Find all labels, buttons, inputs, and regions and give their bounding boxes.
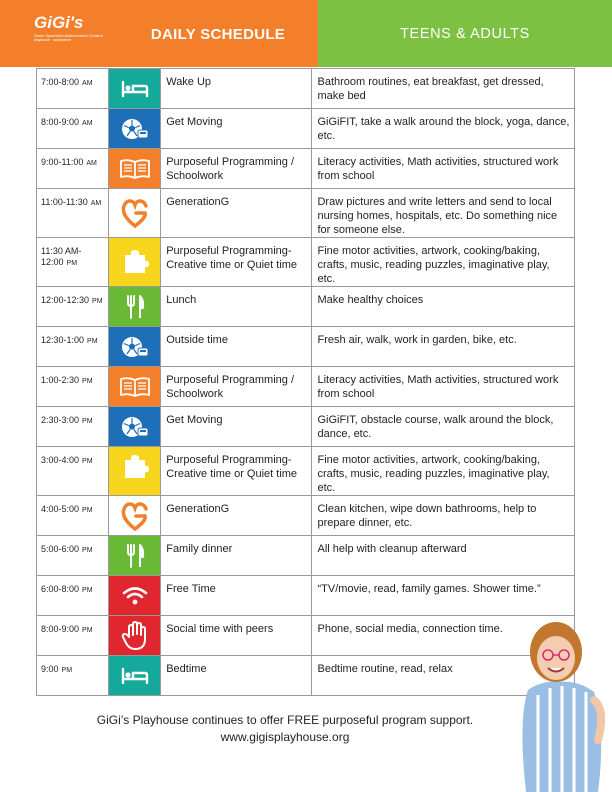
schedule-row: [37, 656, 575, 696]
activity-name: Social time with peers: [166, 623, 274, 635]
icon-cell: [109, 536, 161, 576]
footer: [0, 712, 570, 746]
activity-name: Purposeful Programming / Schoolwork: [166, 156, 294, 182]
logo-tagline-2: playhouse · acceptance: [34, 38, 71, 42]
time-range: [37, 69, 108, 89]
description-cell: [312, 69, 575, 109]
activity-description: Bedtime routine, read, relax: [317, 663, 453, 675]
icon-cell: [109, 327, 161, 367]
description-cell: [312, 327, 575, 367]
time-cell: [37, 189, 109, 238]
activity-description: Bathroom routines, eat breakfast, get dressed, make bed: [317, 76, 544, 102]
activity-name: Bedtime: [166, 663, 207, 675]
time-value: 12:00-12:30: [41, 295, 90, 305]
header: [0, 0, 612, 67]
soccer-ball-icon: [109, 327, 160, 366]
time-value: 9:00: [41, 664, 59, 674]
am-pm-label: PM: [82, 418, 93, 425]
activity-name: Outside time: [166, 334, 228, 346]
activity-cell: [161, 189, 312, 238]
time-range: [37, 536, 108, 556]
time-range: [37, 576, 108, 596]
icon-cell: [109, 616, 161, 656]
activity-name: Free Time: [166, 583, 216, 595]
logo-tagline: Down Syndrome Achievement Centers: [34, 33, 103, 38]
time-value: 8:00-9:00: [41, 624, 80, 634]
schedule-table: [36, 68, 575, 696]
time-cell: [37, 238, 109, 287]
activity-cell: [161, 447, 312, 496]
time-range: [37, 656, 108, 676]
puzzle-piece-icon: [109, 238, 160, 285]
fork-knife-icon: [109, 536, 160, 575]
activity-name: Get Moving: [166, 414, 223, 426]
activity-cell: [161, 69, 312, 109]
activity-description: Fine motor activities, artwork, cooking/baking, crafts, music, reading puzzles, imaginative play, etc.: [317, 454, 550, 494]
puzzle-piece-icon: [109, 447, 160, 486]
am-pm-label: PM: [87, 338, 98, 345]
activity-cell: [161, 536, 312, 576]
time-value: 11:00-11:30: [41, 197, 88, 207]
time-value: 4:00-5:00: [41, 504, 80, 514]
schedule-row: [37, 447, 575, 496]
time-cell: [37, 447, 109, 496]
schedule-body: [37, 69, 575, 696]
activity-cell: [161, 327, 312, 367]
am-pm-label: PM: [92, 298, 103, 305]
time-value: 7:00-8:00: [41, 77, 80, 87]
icon-cell: [109, 109, 161, 149]
fork-knife-icon: [109, 287, 160, 326]
am-pm-label: PM: [82, 627, 93, 634]
description-cell: [312, 287, 575, 327]
schedule-row: [37, 616, 575, 656]
time-cell: [37, 407, 109, 447]
schedule-row: [37, 149, 575, 189]
activity-name: Family dinner: [166, 543, 233, 555]
time-range: [37, 238, 108, 269]
time-cell: [37, 109, 109, 149]
activity-description: Clean kitchen, wipe down bathrooms, help to prepare dinner, etc.: [317, 503, 537, 529]
activity-description: Literacy activities, Math activities, structured work from school: [317, 156, 559, 182]
activity-cell: [161, 287, 312, 327]
bed-icon: [109, 656, 160, 695]
icon-cell: [109, 576, 161, 616]
icon-cell: [109, 189, 161, 238]
description-cell: [312, 447, 575, 496]
activity-name: Purposeful Programming-Creative time or Quiet time: [166, 245, 298, 271]
description-cell: [312, 238, 575, 287]
description-cell: [312, 407, 575, 447]
schedule-row: [37, 189, 575, 238]
time-range: [37, 496, 108, 516]
am-pm-label: AM: [82, 80, 93, 87]
wifi-icon: [109, 576, 160, 615]
am-pm-label: PM: [82, 507, 93, 514]
open-book-icon: [109, 149, 160, 188]
schedule-row: [37, 367, 575, 407]
time-value: 12:30-1:00: [41, 335, 85, 345]
activity-cell: [161, 109, 312, 149]
activity-description: Phone, social media, connection time.: [317, 623, 503, 635]
activity-description: Draw pictures and write letters and send to local nursing homes, hospitals, etc. Do something nice for someone else.: [317, 196, 558, 236]
icon-cell: [109, 447, 161, 496]
time-value: 1:00-2:30: [41, 375, 80, 385]
description-cell: [312, 109, 575, 149]
am-pm-label: PM: [82, 378, 93, 385]
time-range: [37, 447, 108, 467]
am-pm-label: AM: [82, 120, 93, 127]
description-cell: [312, 536, 575, 576]
time-cell: [37, 536, 109, 576]
activity-description: Fresh air, walk, work in garden, bike, etc.: [317, 334, 517, 346]
open-book-icon: [109, 367, 160, 406]
generation-g-heart-icon: [109, 189, 160, 236]
soccer-ball-icon: [109, 109, 160, 148]
time-cell: [37, 576, 109, 616]
time-value: 2:30-3:00: [41, 415, 80, 425]
time-value: 9:00-11:00: [41, 157, 84, 167]
icon-cell: [109, 287, 161, 327]
girl-photo: [498, 600, 612, 792]
time-value: 8:00-9:00: [41, 117, 80, 127]
activity-name: Purposeful Programming-Creative time or Quiet time: [166, 454, 298, 480]
bed-icon: [109, 69, 160, 108]
time-cell: [37, 327, 109, 367]
gigis-logo: [34, 14, 116, 62]
am-pm-label: PM: [82, 458, 93, 465]
time-range: [37, 149, 108, 169]
time-cell: [37, 367, 109, 407]
description-cell: [312, 367, 575, 407]
schedule-row: [37, 109, 575, 149]
header-orange-panel: [0, 0, 318, 67]
logo-wordmark: GiGi's: [34, 13, 84, 32]
time-value: 5:00-6:00: [41, 544, 80, 554]
activity-name: Lunch: [166, 294, 197, 306]
schedule-row: [37, 238, 575, 287]
activity-description: Fine motor activities, artwork, cooking/baking, crafts, music, reading puzzles, imaginative play, etc.: [317, 245, 550, 285]
activity-name: GenerationG: [166, 503, 230, 515]
activity-description: Make healthy choices: [317, 294, 424, 306]
activity-cell: [161, 616, 312, 656]
time-value: 3:00-4:00: [41, 455, 80, 465]
time-range: [37, 407, 108, 427]
time-value: 11:30 AM-12:00: [41, 246, 82, 267]
activity-description: Literacy activities, Math activities, structured work from school: [317, 374, 559, 400]
activity-description: GiGiFIT, obstacle course, walk around the block, dance, etc.: [317, 414, 554, 440]
icon-cell: [109, 407, 161, 447]
time-range: [37, 287, 108, 307]
audience-label: TEENS & ADULTS: [400, 26, 530, 42]
schedule-row: [37, 407, 575, 447]
description-cell: [312, 149, 575, 189]
am-pm-label: PM: [61, 667, 73, 674]
activity-cell: [161, 496, 312, 536]
description-cell: [312, 189, 575, 238]
activity-name: GenerationG: [166, 196, 230, 208]
activity-description: GiGiFIT, take a walk around the block, yoga, dance, etc.: [317, 116, 570, 142]
activity-name: Wake Up: [166, 76, 212, 88]
schedule-row: [37, 576, 575, 616]
time-cell: [37, 149, 109, 189]
time-value: 6:00-8:00: [41, 584, 80, 594]
icon-cell: [109, 367, 161, 407]
schedule-row: [37, 496, 575, 536]
waving-hand-icon: [109, 616, 160, 655]
schedule-row: [37, 327, 575, 367]
footer-message: GiGi’s Playhouse continues to offer FREE purposeful program support.: [96, 713, 474, 727]
activity-cell: [161, 149, 312, 189]
icon-cell: [109, 149, 161, 189]
page-title: DAILY SCHEDULE: [150, 26, 286, 43]
activity-cell: [161, 238, 312, 287]
time-range: [37, 367, 108, 387]
time-cell: [37, 496, 109, 536]
activity-name: Get Moving: [166, 116, 223, 128]
time-cell: [37, 69, 109, 109]
time-cell: [37, 656, 109, 696]
time-cell: [37, 616, 109, 656]
icon-cell: [109, 496, 161, 536]
schedule-row: [37, 536, 575, 576]
am-pm-label: PM: [82, 587, 93, 594]
am-pm-label: AM: [90, 200, 102, 207]
icon-cell: [109, 69, 161, 109]
generation-g-heart-icon: [109, 496, 160, 535]
schedule-row: [37, 287, 575, 327]
icon-cell: [109, 238, 161, 287]
activity-cell: [161, 407, 312, 447]
time-range: [37, 109, 108, 129]
icon-cell: [109, 656, 161, 696]
schedule-row: [37, 69, 575, 109]
activity-cell: [161, 656, 312, 696]
soccer-ball-icon: [109, 407, 160, 446]
time-range: [37, 327, 108, 347]
activity-name: Purposeful Programming / Schoolwork: [166, 374, 294, 400]
activity-description: All help with cleanup afterward: [317, 543, 467, 555]
am-pm-label: AM: [86, 160, 97, 167]
activity-cell: [161, 576, 312, 616]
description-cell: [312, 496, 575, 536]
time-range: [37, 189, 108, 209]
am-pm-label: PM: [82, 547, 93, 554]
activity-description: “TV/movie, read, family games. Shower time.”: [317, 583, 541, 595]
footer-website-link[interactable]: www.gigisplayhouse.org: [220, 730, 350, 744]
time-cell: [37, 287, 109, 327]
time-range: [37, 616, 108, 636]
am-pm-label: PM: [66, 260, 78, 267]
activity-cell: [161, 367, 312, 407]
